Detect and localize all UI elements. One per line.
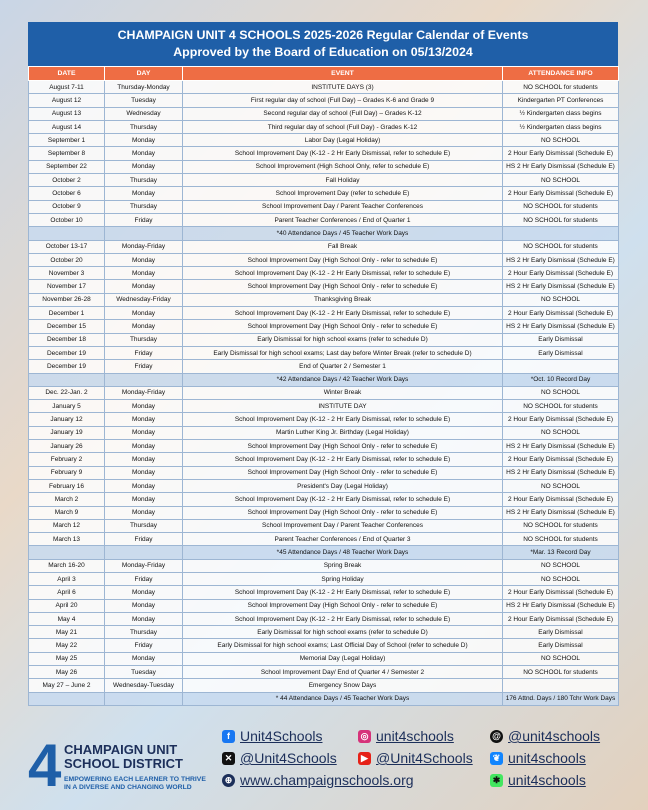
cell-info: HS 2 Hr Early Dismissal (Schedule E) <box>503 280 619 293</box>
logo-name <box>64 743 214 771</box>
cell-info: 2 Hour Early Dismissal (Schedule E) <box>503 413 619 426</box>
cell-info: NO SCHOOL for students <box>503 533 619 546</box>
cell-day: Monday <box>105 320 183 333</box>
cell-event: President's Day (Legal Holiday) <box>183 479 503 492</box>
table-row <box>29 147 619 160</box>
cell-event: Early Dismissal for high school exams; Last day before Winter Break (refer to schedule D) <box>183 346 503 359</box>
cell-date: November 17 <box>29 280 105 293</box>
cell-event: Labor Day (Legal Holiday) <box>183 134 503 147</box>
cell-day: Monday <box>105 466 183 479</box>
cell-info: 2 Hour Early Dismissal (Schedule E) <box>503 586 619 599</box>
cell-info: NO SCHOOL <box>503 386 619 399</box>
cell-day: Monday <box>105 493 183 506</box>
cell-day: Monday <box>105 400 183 413</box>
linktree-link[interactable] <box>490 772 586 788</box>
cell-event: School Improvement Day (High School Only - refer to schedule E) <box>183 280 503 293</box>
cell-date: March 9 <box>29 506 105 519</box>
cell-info: Early Dismissal <box>503 639 619 652</box>
cell-event: Thanksgiving Break <box>183 293 503 306</box>
cell-event: Memorial Day (Legal Holiday) <box>183 652 503 665</box>
cell-info <box>503 227 619 240</box>
cell-info: 176 Attnd. Days / 180 Tchr Work Days <box>503 692 619 705</box>
facebook-link[interactable] <box>222 728 323 744</box>
cell-day: Wednesday <box>105 107 183 120</box>
cell-event: School Improvement Day (K-12 - 2 Hr Early Dismissal, refer to schedule E) <box>183 307 503 320</box>
cell-event: School Improvement Day (High School Only - refer to schedule E) <box>183 599 503 612</box>
bluesky-handle: unit4schools <box>508 750 586 766</box>
table-row <box>29 626 619 639</box>
table-row <box>29 81 619 94</box>
table-row <box>29 453 619 466</box>
cell-day <box>105 373 183 386</box>
cell-date <box>29 227 105 240</box>
cell-date: August 12 <box>29 94 105 107</box>
youtube-handle: @Unit4Schools <box>376 750 473 766</box>
cell-event: INSTITUTE DAY <box>183 400 503 413</box>
website-url: www.champaignschools.org <box>240 772 414 788</box>
cell-date: November 3 <box>29 267 105 280</box>
table-row <box>29 200 619 213</box>
table-row <box>29 586 619 599</box>
cell-event: School Improvement Day (refer to schedule E) <box>183 187 503 200</box>
table-row <box>29 213 619 226</box>
cell-event: *45 Attendance Days / 48 Teacher Work Days <box>183 546 503 559</box>
cell-event: Early Dismissal for high school exams; Last Official Day of School (refer to schedule D) <box>183 639 503 652</box>
table-row <box>29 639 619 652</box>
table-row <box>29 413 619 426</box>
cell-event: School Improvement Day (K-12 - 2 Hr Early Dismissal, refer to schedule E) <box>183 267 503 280</box>
cell-date: March 13 <box>29 533 105 546</box>
table-row <box>29 400 619 413</box>
table-row <box>29 360 619 373</box>
cell-info: NO SCHOOL for students <box>503 200 619 213</box>
cell-day: Thursday <box>105 519 183 532</box>
calendar-page <box>28 22 618 706</box>
table-row <box>29 346 619 359</box>
cell-day: Tuesday <box>105 94 183 107</box>
cell-info: NO SCHOOL <box>503 479 619 492</box>
cell-event: Spring Break <box>183 559 503 572</box>
cell-info: 2 Hour Early Dismissal (Schedule E) <box>503 187 619 200</box>
cell-event: School Improvement (High School Only, refer to schedule E) <box>183 160 503 173</box>
table-row <box>29 652 619 665</box>
cell-event: School Improvement Day (K-12 - 2 Hr Early Dismissal, refer to schedule E) <box>183 453 503 466</box>
col-header-event: EVENT <box>183 67 503 81</box>
cell-day: Monday <box>105 612 183 625</box>
cell-date <box>29 373 105 386</box>
cell-date: April 3 <box>29 572 105 585</box>
cell-info: NO SCHOOL for students <box>503 519 619 532</box>
cell-day: Friday <box>105 639 183 652</box>
cell-day: Monday <box>105 307 183 320</box>
cell-day: Monday <box>105 267 183 280</box>
cell-date: February 9 <box>29 466 105 479</box>
cell-date: August 7-11 <box>29 81 105 94</box>
cell-info: NO SCHOOL for students <box>503 240 619 253</box>
cell-info: NO SCHOOL <box>503 174 619 187</box>
cell-date: May 21 <box>29 626 105 639</box>
cell-day: Monday <box>105 253 183 266</box>
facebook-handle: Unit4Schools <box>240 728 323 744</box>
cell-info: 2 Hour Early Dismissal (Schedule E) <box>503 493 619 506</box>
cell-date: May 25 <box>29 652 105 665</box>
cell-date: March 2 <box>29 493 105 506</box>
table-row <box>29 187 619 200</box>
cell-event: Third regular day of school (Full Day) - Grades K-12 <box>183 120 503 133</box>
table-row <box>29 493 619 506</box>
table-row <box>29 174 619 187</box>
cell-day: Monday <box>105 586 183 599</box>
cell-date: October 20 <box>29 253 105 266</box>
cell-info: NO SCHOOL <box>503 426 619 439</box>
cell-date <box>29 546 105 559</box>
cell-date: January 26 <box>29 440 105 453</box>
logo-name-line1: CHAMPAIGN UNIT <box>64 742 178 757</box>
cell-info: ½ Kindergarten class begins <box>503 120 619 133</box>
cell-date: December 19 <box>29 360 105 373</box>
header-subtitle: Approved by the Board of Education on 05/13/2024 <box>173 45 473 59</box>
cell-info: 2 Hour Early Dismissal (Schedule E) <box>503 307 619 320</box>
instagram-icon: ◎ <box>358 730 371 743</box>
instagram-link[interactable] <box>358 728 454 744</box>
cell-day: Friday <box>105 213 183 226</box>
cell-day: Thursday <box>105 174 183 187</box>
cell-date: December 15 <box>29 320 105 333</box>
x-link[interactable] <box>222 750 337 766</box>
footer <box>0 728 648 810</box>
cell-info: *Mar. 13 Record Day <box>503 546 619 559</box>
cell-day: Monday <box>105 147 183 160</box>
cell-event: Parent Teacher Conferences / End of Quarter 1 <box>183 213 503 226</box>
cell-info: HS 2 Hr Early Dismissal (Schedule E) <box>503 506 619 519</box>
cell-day: Thursday-Monday <box>105 81 183 94</box>
cell-day: Thursday <box>105 626 183 639</box>
cell-info: HS 2 Hr Early Dismissal (Schedule E) <box>503 440 619 453</box>
cell-info: 2 Hour Early Dismissal (Schedule E) <box>503 453 619 466</box>
col-header-day: DAY <box>105 67 183 81</box>
cell-date: October 13-17 <box>29 240 105 253</box>
cell-day: Monday <box>105 652 183 665</box>
table-row <box>29 320 619 333</box>
cell-date: May 26 <box>29 666 105 679</box>
globe-icon: ⊕ <box>222 774 235 787</box>
cell-event: Martin Luther King Jr. Birthday (Legal Holiday) <box>183 426 503 439</box>
cell-date: May 4 <box>29 612 105 625</box>
cell-event: School Improvement Day (K-12 - 2 Hr Early Dismissal, refer to schedule E) <box>183 147 503 160</box>
cell-date: September 22 <box>29 160 105 173</box>
table-row <box>29 479 619 492</box>
table-row <box>29 94 619 107</box>
cell-event: *40 Attendance Days / 45 Teacher Work Days <box>183 227 503 240</box>
x-handle: @Unit4Schools <box>240 750 337 766</box>
cell-info: Early Dismissal <box>503 626 619 639</box>
cell-event: School Improvement Day (High School Only - refer to schedule E) <box>183 253 503 266</box>
table-row <box>29 666 619 679</box>
linktree-icon: ✱ <box>490 774 503 787</box>
cell-info: 2 Hour Early Dismissal (Schedule E) <box>503 612 619 625</box>
cell-event: Fall Break <box>183 240 503 253</box>
table-row <box>29 679 619 692</box>
table-row <box>29 253 619 266</box>
cell-day: Monday <box>105 187 183 200</box>
cell-day: Friday <box>105 572 183 585</box>
table-row <box>29 120 619 133</box>
cell-date: April 20 <box>29 599 105 612</box>
table-row <box>29 533 619 546</box>
cell-info <box>503 679 619 692</box>
cell-date <box>29 692 105 705</box>
cell-info <box>503 360 619 373</box>
cell-date: April 6 <box>29 586 105 599</box>
cell-day: Monday <box>105 413 183 426</box>
cell-date: January 5 <box>29 400 105 413</box>
cell-info: *Oct. 10 Record Day <box>503 373 619 386</box>
cell-day <box>105 546 183 559</box>
logo-name-line2: SCHOOL DISTRICT <box>64 756 183 771</box>
cell-event: End of Quarter 2 / Semester 1 <box>183 360 503 373</box>
table-row <box>29 599 619 612</box>
cell-info: Early Dismissal <box>503 333 619 346</box>
cell-event: Fall Holiday <box>183 174 503 187</box>
cell-event: School Improvement Day / Parent Teacher Conferences <box>183 200 503 213</box>
cell-event: School Improvement Day (High School Only - refer to schedule E) <box>183 320 503 333</box>
cell-date: December 18 <box>29 333 105 346</box>
district-logo <box>28 732 208 799</box>
cell-date: March 16-20 <box>29 559 105 572</box>
cell-info: Early Dismissal <box>503 346 619 359</box>
cell-info: ½ Kindergarten class begins <box>503 107 619 120</box>
cell-day: Monday <box>105 599 183 612</box>
cell-day: Monday-Friday <box>105 386 183 399</box>
cell-event: School Improvement Day (K-12 - 2 Hr Early Dismissal, refer to schedule E) <box>183 493 503 506</box>
cell-event: School Improvement Day (High School Only - refer to schedule E) <box>183 506 503 519</box>
cell-event: School Improvement Day (K-12 - 2 Hr Early Dismissal, refer to schedule E) <box>183 413 503 426</box>
cell-date: May 22 <box>29 639 105 652</box>
cell-info: NO SCHOOL for students <box>503 81 619 94</box>
cell-date: May 27 – June 2 <box>29 679 105 692</box>
table-row <box>29 333 619 346</box>
cell-info: HS 2 Hr Early Dismissal (Schedule E) <box>503 253 619 266</box>
table-row <box>29 612 619 625</box>
cell-day: Thursday <box>105 333 183 346</box>
youtube-icon: ▶ <box>358 752 371 765</box>
cell-info: HS 2 Hr Early Dismissal (Schedule E) <box>503 160 619 173</box>
cell-day: Monday <box>105 280 183 293</box>
cell-day: Monday <box>105 440 183 453</box>
cell-event: Early Dismissal for high school exams (refer to schedule D) <box>183 626 503 639</box>
x-icon: ✕ <box>222 752 235 765</box>
cell-info: 2 Hour Early Dismissal (Schedule E) <box>503 267 619 280</box>
summary-row <box>29 692 619 705</box>
cell-info: NO SCHOOL for students <box>503 666 619 679</box>
calendar-table <box>28 66 619 706</box>
cell-info: HS 2 Hr Early Dismissal (Schedule E) <box>503 599 619 612</box>
table-row <box>29 160 619 173</box>
table-row <box>29 426 619 439</box>
cell-date: August 13 <box>29 107 105 120</box>
cell-info: NO SCHOOL <box>503 559 619 572</box>
cell-date: February 16 <box>29 479 105 492</box>
logo-tagline-line1: EMPOWERING EACH LEARNER TO THRIVE <box>64 776 206 783</box>
cell-date: October 10 <box>29 213 105 226</box>
cell-info: NO SCHOOL <box>503 572 619 585</box>
table-row <box>29 559 619 572</box>
cell-day: Monday <box>105 506 183 519</box>
cell-day: Friday <box>105 533 183 546</box>
table-row <box>29 386 619 399</box>
table-row <box>29 440 619 453</box>
cell-info: HS 2 Hr Early Dismissal (Schedule E) <box>503 466 619 479</box>
cell-date: October 2 <box>29 174 105 187</box>
cell-day: Monday <box>105 160 183 173</box>
cell-date: November 26-28 <box>29 293 105 306</box>
cell-event: First regular day of school (Full Day) – Grades K-6 and Grade 9 <box>183 94 503 107</box>
cell-day: Friday <box>105 346 183 359</box>
youtube-link[interactable] <box>358 750 473 766</box>
cell-event: School Improvement Day (High School Only - refer to schedule E) <box>183 440 503 453</box>
cell-event: *42 Attendance Days / 42 Teacher Work Days <box>183 373 503 386</box>
bluesky-link[interactable] <box>490 750 586 766</box>
cell-event: * 44 Attendance Days / 45 Teacher Work Days <box>183 692 503 705</box>
cell-day: Thursday <box>105 120 183 133</box>
col-header-date: DATE <box>29 67 105 81</box>
cell-info: NO SCHOOL for students <box>503 400 619 413</box>
summary-row <box>29 546 619 559</box>
table-row <box>29 519 619 532</box>
cell-event: Emergency Snow Days <box>183 679 503 692</box>
cell-day: Monday <box>105 479 183 492</box>
table-row <box>29 240 619 253</box>
cell-day: Friday <box>105 360 183 373</box>
threads-link[interactable] <box>490 728 600 744</box>
table-header-row <box>29 67 619 81</box>
cell-info: HS 2 Hr Early Dismissal (Schedule E) <box>503 320 619 333</box>
table-row <box>29 572 619 585</box>
cell-date: August 14 <box>29 120 105 133</box>
cell-info: NO SCHOOL for students <box>503 213 619 226</box>
cell-info: NO SCHOOL <box>503 652 619 665</box>
cell-day: Wednesday-Tuesday <box>105 679 183 692</box>
table-row <box>29 134 619 147</box>
cell-event: School Improvement Day / Parent Teacher Conferences <box>183 519 503 532</box>
cell-date: October 9 <box>29 200 105 213</box>
threads-handle: @unit4schools <box>508 728 601 744</box>
logo-tagline-line2: IN A DIVERSE AND CHANGING WORLD <box>64 784 192 791</box>
cell-event: School Improvement Day (K-12 - 2 Hr Early Dismissal, refer to schedule E) <box>183 586 503 599</box>
table-row <box>29 506 619 519</box>
cell-date: February 2 <box>29 453 105 466</box>
cell-date: October 6 <box>29 187 105 200</box>
cell-date: March 12 <box>29 519 105 532</box>
cell-event: School Improvement Day (K-12 - 2 Hr Early Dismissal, refer to schedule E) <box>183 612 503 625</box>
calendar-header <box>28 22 618 66</box>
table-row <box>29 267 619 280</box>
cell-info: 2 Hour Early Dismissal (Schedule E) <box>503 147 619 160</box>
summary-row <box>29 227 619 240</box>
cell-info: NO SCHOOL <box>503 134 619 147</box>
website-link[interactable] <box>222 772 414 788</box>
cell-day: Monday-Friday <box>105 559 183 572</box>
cell-event: Early Dismissal for high school exams (refer to schedule D) <box>183 333 503 346</box>
cell-day: Tuesday <box>105 666 183 679</box>
linktree-handle: unit4schools <box>508 772 586 788</box>
cell-info: NO SCHOOL <box>503 293 619 306</box>
table-row <box>29 466 619 479</box>
facebook-icon: f <box>222 730 235 743</box>
instagram-handle: unit4schools <box>376 728 454 744</box>
cell-day: Monday <box>105 426 183 439</box>
cell-day <box>105 692 183 705</box>
cell-date: January 12 <box>29 413 105 426</box>
cell-day <box>105 227 183 240</box>
cell-day: Monday-Friday <box>105 240 183 253</box>
cell-date: September 1 <box>29 134 105 147</box>
table-row <box>29 107 619 120</box>
table-row <box>29 280 619 293</box>
cell-date: December 19 <box>29 346 105 359</box>
cell-info: Kindergarten PT Conferences <box>503 94 619 107</box>
cell-date: September 8 <box>29 147 105 160</box>
cell-day: Thursday <box>105 200 183 213</box>
cell-event: Spring Holiday <box>183 572 503 585</box>
cell-event: INSTITUTE DAYS (3) <box>183 81 503 94</box>
cell-day: Monday <box>105 134 183 147</box>
table-row <box>29 293 619 306</box>
cell-event: Parent Teacher Conferences / End of Quarter 3 <box>183 533 503 546</box>
cell-event: Winter Break <box>183 386 503 399</box>
cell-date: December 1 <box>29 307 105 320</box>
header-title: CHAMPAIGN UNIT 4 SCHOOLS 2025-2026 Regular Calendar of Events <box>117 28 529 42</box>
threads-icon: @ <box>490 730 503 743</box>
col-header-attendance: ATTENDANCE INFO <box>503 67 619 81</box>
cell-event: School Improvement Day/ End of Quarter 4 / Semester 2 <box>183 666 503 679</box>
table-row <box>29 307 619 320</box>
cell-date: January 19 <box>29 426 105 439</box>
cell-day: Monday <box>105 453 183 466</box>
cell-event: School Improvement Day (High School Only - refer to schedule E) <box>183 466 503 479</box>
summary-row <box>29 373 619 386</box>
logo-tagline <box>64 776 214 792</box>
cell-event: Second regular day of school (Full Day) – Grades K-12 <box>183 107 503 120</box>
cell-date: Dec. 22-Jan. 2 <box>29 386 105 399</box>
logo-number: 4 <box>28 732 62 799</box>
bluesky-icon: ❦ <box>490 752 503 765</box>
cell-day: Wednesday-Friday <box>105 293 183 306</box>
